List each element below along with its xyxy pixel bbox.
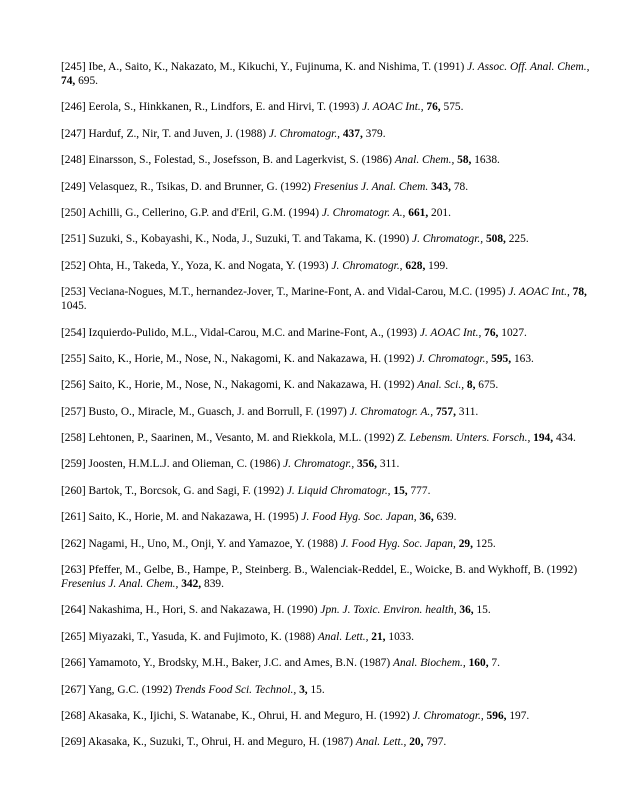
ref-number: [259]	[61, 458, 86, 471]
ref-pages: 379.	[362, 127, 386, 140]
ref-pages: 797.	[423, 736, 447, 749]
ref-journal: J. Chromatogr. A.,	[321, 206, 406, 219]
ref-number: [246]	[61, 101, 86, 114]
ref-volume: 596,	[483, 709, 507, 722]
ref-pages: 7.	[488, 657, 500, 670]
ref-pages: 434.	[553, 432, 576, 445]
reference-entry	[61, 484, 593, 498]
reference-entry	[61, 352, 593, 366]
ref-number: [257]	[61, 405, 86, 418]
ref-volume: 58,	[454, 154, 472, 167]
ref-number: [247]	[61, 127, 86, 140]
ref-pages: 1045.	[61, 300, 87, 313]
reference-entry	[61, 127, 593, 141]
reference-entry	[61, 683, 593, 697]
ref-volume: 15,	[390, 484, 408, 497]
ref-journal: J. Chromatogr.,	[331, 259, 403, 272]
ref-authors: Velasquez, R., Tsikas, D. and Brunner, G. (1992)	[85, 180, 314, 193]
ref-authors: Busto, O., Miracle, M., Guasch, J. and Borrull, F. (1997)	[85, 405, 350, 418]
ref-number: [254]	[61, 326, 86, 339]
ref-authors: Ohta, H., Takeda, Y., Yoza, K. and Nogata, Y. (1993)	[85, 259, 332, 272]
ref-pages: 125.	[472, 537, 496, 550]
ref-journal: Fresenius J. Anal. Chem.,	[61, 578, 179, 591]
ref-number: [263]	[61, 564, 86, 577]
ref-number: [262]	[61, 537, 86, 550]
reference-entry	[61, 100, 593, 114]
reference-entry	[61, 405, 593, 419]
ref-journal: J. AOAC Int.,	[362, 101, 424, 114]
ref-authors: Saito, K., Horie, M., Nose, N., Nakagomi, K. and Nakazawa, H. (1992)	[85, 379, 418, 392]
ref-journal: J. Chromatogr.,	[412, 709, 484, 722]
ref-pages: 1033.	[385, 630, 415, 643]
ref-pages: 199.	[425, 259, 449, 272]
ref-journal: Anal. Chem.,	[394, 154, 455, 167]
ref-volume: 76,	[423, 101, 441, 114]
ref-volume: 757,	[433, 405, 456, 418]
ref-number: [261]	[61, 511, 86, 524]
ref-number: [245]	[61, 61, 86, 73]
ref-pages: 311.	[376, 458, 400, 471]
ref-number: [248]	[61, 154, 86, 167]
ref-volume: 8,	[464, 379, 476, 392]
ref-journal: J. AOAC Int.,	[419, 326, 482, 339]
ref-number: [260]	[61, 484, 86, 497]
ref-number: [251]	[61, 233, 86, 246]
ref-volume: 437,	[340, 127, 363, 140]
ref-pages: 15.	[307, 683, 325, 696]
ref-journal: J. Chromatogr.,	[268, 127, 341, 140]
reference-entry	[61, 656, 593, 670]
ref-journal: J. Chromatogr.,	[417, 352, 489, 365]
ref-number: [256]	[61, 379, 86, 392]
ref-pages: 78.	[451, 180, 469, 193]
ref-authors: Izquierdo-Pulido, M.L., Vidal-Carou, M.C. and Marine-Font, A., (1993)	[85, 326, 420, 339]
ref-authors: Bartok, T., Borcsok, G. and Sagi, F. (1992)	[85, 484, 287, 497]
ref-volume: 36,	[416, 511, 434, 524]
ref-pages: 777.	[407, 484, 431, 497]
ref-number: [258]	[61, 432, 86, 445]
ref-authors: Joosten, H.M.L.J. and Olieman, C. (1986)	[85, 458, 284, 471]
ref-volume: 74,	[61, 75, 76, 87]
ref-journal: J. Chromatogr.,	[283, 458, 355, 471]
ref-journal: J. AOAC Int.,	[508, 286, 570, 299]
ref-pages: 201.	[428, 206, 451, 219]
ref-authors: Nagami, H., Uno, M., Onji, Y. and Yamazoe, Y. (1988)	[85, 537, 341, 550]
ref-authors: Saito, K., Horie, M. and Nakazawa, H. (1995)	[85, 511, 302, 524]
reference-entry	[61, 603, 593, 617]
ref-pages: 695.	[75, 75, 99, 87]
ref-number: [255]	[61, 352, 86, 365]
reference-entry	[61, 709, 593, 723]
ref-number: [264]	[61, 604, 86, 617]
ref-volume: 76,	[481, 326, 499, 339]
ref-volume: 194,	[530, 432, 554, 445]
ref-volume: 160,	[465, 657, 489, 670]
ref-number: [269]	[61, 736, 86, 749]
ref-authors: Ibe, A., Saito, K., Nakazato, M., Kikuchi, Y., Fujinuma, K. and Nishima, T. (1991)	[85, 61, 468, 73]
reference-entry	[61, 563, 593, 591]
ref-journal: Fresenius J. Anal. Chem.	[313, 180, 429, 193]
ref-authors: Veciana-Nogues, M.T., hernandez-Jover, T., Marine-Font, A. and Vidal-Carou, M.C. (1995)	[85, 286, 509, 299]
ref-number: [266]	[61, 657, 86, 670]
reference-entry	[61, 326, 593, 340]
reference-entry	[61, 206, 593, 220]
reference-list	[61, 60, 593, 762]
ref-number: [252]	[61, 259, 86, 272]
ref-authors: Nakashima, H., Hori, S. and Nakazawa, H. (1990)	[85, 604, 321, 617]
ref-pages: 311.	[455, 405, 479, 418]
reference-entry	[61, 153, 593, 167]
ref-authors: Miyazaki, T., Yasuda, K. and Fujimoto, K. (1988)	[85, 630, 318, 643]
ref-journal: J. Chromatogr. A.,	[349, 405, 434, 418]
ref-pages: 1027.	[498, 326, 527, 339]
reference-entry	[61, 232, 593, 246]
ref-number: [268]	[61, 709, 86, 722]
reference-entry	[61, 510, 593, 524]
ref-authors: Suzuki, S., Kobayashi, K., Noda, J., Suzuki, T. and Takama, K. (1990)	[85, 233, 413, 246]
ref-authors: Pfeffer, M., Gelbe, B., Hampe, P., Steinberg. B., Walenciak-Reddel, E., Woicke, B. and Wykhoff, B. (1992)	[85, 564, 578, 577]
ref-journal: Anal. Lett.,	[317, 630, 369, 643]
ref-authors: Yamamoto, Y., Brodsky, M.H., Baker, J.C. and Ames, B.N. (1987)	[85, 657, 393, 670]
ref-pages: 1638.	[471, 154, 500, 167]
ref-journal: Anal. Lett.,	[355, 736, 407, 749]
reference-entry	[61, 180, 593, 194]
ref-journal: Anal. Sci.,	[417, 379, 465, 392]
reference-entry	[61, 259, 593, 273]
reference-entry	[61, 537, 593, 551]
reference-entry	[61, 735, 593, 749]
ref-volume: 29,	[455, 537, 473, 550]
ref-volume: 356,	[354, 458, 377, 471]
reference-entry	[61, 60, 593, 88]
ref-authors: Harduf, Z., Nir, T. and Juven, J. (1988)	[85, 127, 269, 140]
ref-volume: 595,	[488, 352, 512, 365]
ref-authors: Einarsson, S., Folestad, S., Josefsson, B. and Lagerkvist, S. (1986)	[85, 154, 395, 167]
ref-journal: J. Liquid Chromatogr.,	[286, 484, 391, 497]
ref-volume: 628,	[402, 259, 426, 272]
ref-pages: 639.	[433, 511, 457, 524]
ref-number: [250]	[61, 206, 86, 219]
ref-volume: 21,	[368, 630, 386, 643]
ref-number: [267]	[61, 683, 86, 696]
ref-pages: 197.	[506, 709, 530, 722]
ref-pages: 225.	[505, 233, 529, 246]
ref-authors: Yang, G.C. (1992)	[85, 683, 175, 696]
ref-volume: 20,	[406, 736, 424, 749]
ref-pages: 15.	[473, 604, 491, 617]
ref-number: [253]	[61, 286, 86, 299]
ref-authors: Lehtonen, P., Saarinen, M., Vesanto, M. and Riekkola, M.L. (1992)	[85, 432, 398, 445]
ref-authors: Akasaka, K., Ijichi, S. Watanabe, K., Ohrui, H. and Meguro, H. (1992)	[85, 709, 413, 722]
ref-pages: 575.	[440, 101, 464, 114]
ref-volume: 342,	[178, 578, 202, 591]
ref-pages: 839.	[201, 578, 224, 591]
ref-pages: 675.	[475, 379, 499, 392]
ref-journal: J. Food Hyg. Soc. Japan,	[340, 537, 456, 550]
ref-number: [265]	[61, 630, 86, 643]
ref-volume: 36,	[456, 604, 474, 617]
ref-volume: 661,	[405, 206, 429, 219]
ref-journal: J. Assoc. Off. Anal. Chem.,	[467, 61, 590, 73]
ref-volume: 343,	[428, 180, 451, 193]
ref-number: [249]	[61, 180, 86, 193]
reference-entry	[61, 378, 593, 392]
reference-entry	[61, 285, 593, 313]
ref-volume: 508,	[483, 233, 506, 246]
ref-journal: J. Chromatogr.,	[412, 233, 484, 246]
ref-journal: J. Food Hyg. Soc. Japan,	[301, 511, 417, 524]
ref-journal: Z. Lebensm. Unters. Forsch.,	[397, 432, 531, 445]
reference-entry	[61, 457, 593, 471]
ref-volume: 78,	[569, 286, 587, 299]
ref-journal: Trends Food Sci. Technol.,	[174, 683, 297, 696]
ref-authors: Saito, K., Horie, M., Nose, N., Nakagomi, K. and Nakazawa, H. (1992)	[85, 352, 418, 365]
reference-entry	[61, 630, 593, 644]
ref-journal: Anal. Biochem.,	[393, 657, 466, 670]
ref-journal: Jpn. J. Toxic. Environ. health,	[320, 604, 457, 617]
reference-entry	[61, 431, 593, 445]
ref-authors: Eerola, S., Hinkkanen, R., Lindfors, E. and Hirvi, T. (1993)	[85, 101, 363, 114]
ref-volume: 3,	[296, 683, 308, 696]
ref-pages: 163.	[511, 352, 534, 365]
ref-authors: Achilli, G., Cellerino, G.P. and d'Eril, G.M. (1994)	[85, 206, 322, 219]
ref-authors: Akasaka, K., Suzuki, T., Ohrui, H. and Meguro, H. (1987)	[85, 736, 356, 749]
